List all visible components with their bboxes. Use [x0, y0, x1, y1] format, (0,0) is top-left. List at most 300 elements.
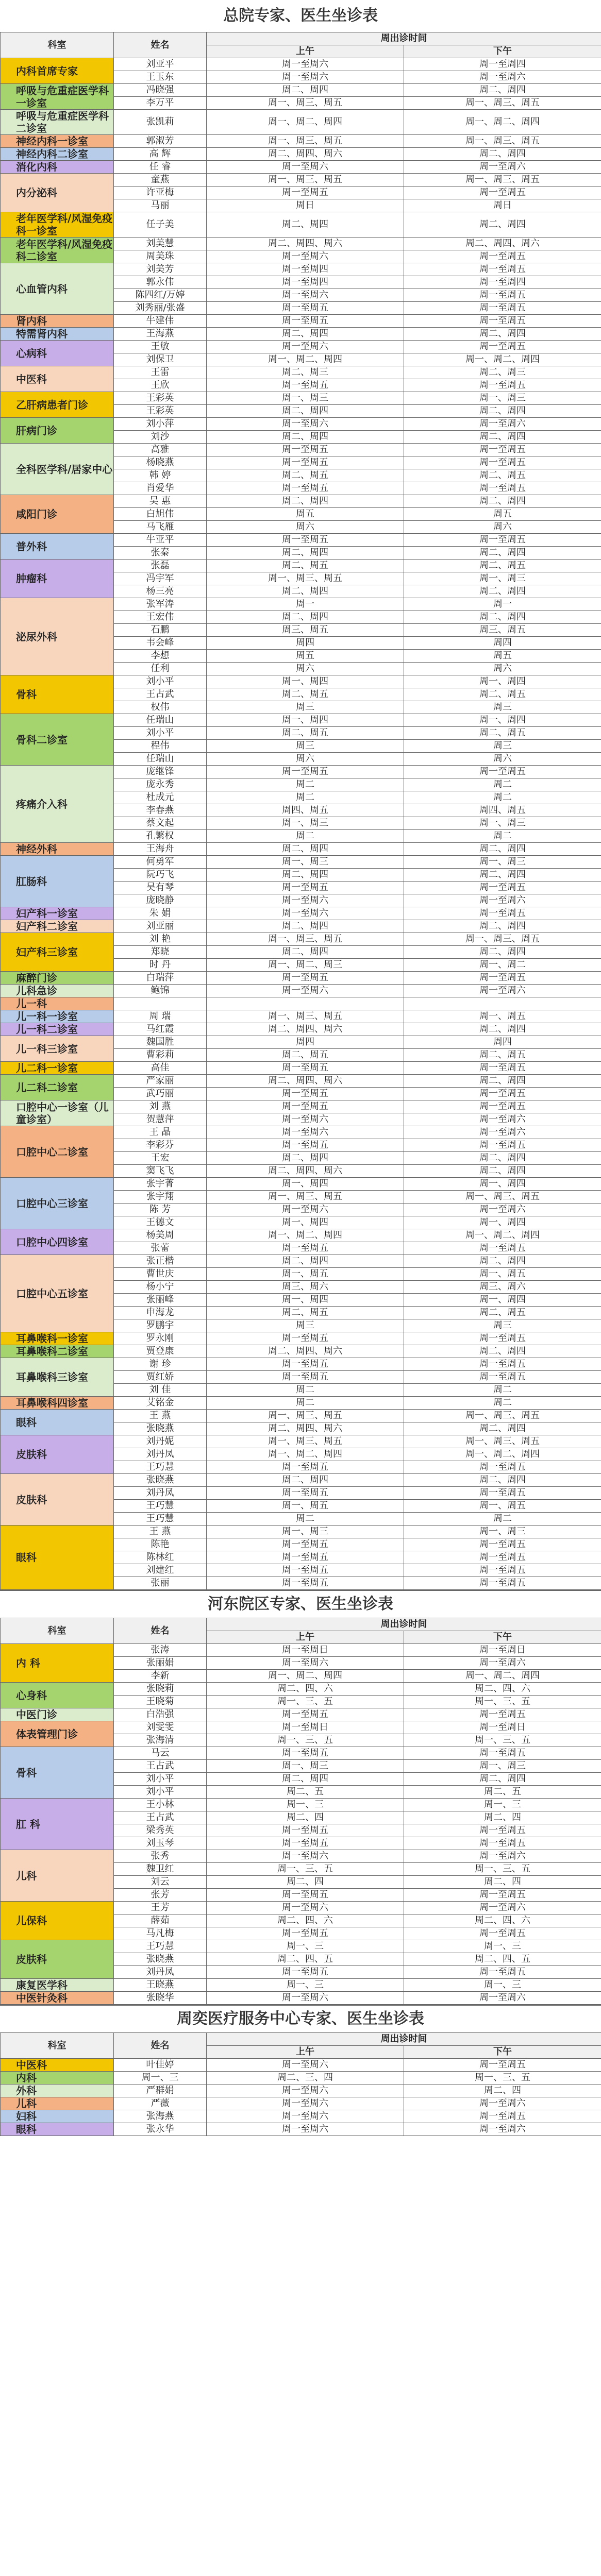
am-cell: 周一、周五 [207, 1268, 404, 1281]
pm-cell: 周一至周五 [404, 1242, 601, 1255]
dept-cell: 中医科 [1, 366, 114, 392]
am-cell: 周一、三 [207, 1979, 404, 1992]
am-cell: 周一至周五 [207, 1747, 404, 1760]
pm-cell: 周二 [404, 778, 601, 791]
name-cell: 李万平 [114, 97, 207, 110]
name-cell: 陈林红 [114, 1551, 207, 1564]
am-cell: 周一至周五 [207, 379, 404, 392]
pm-cell: 周二、周四 [404, 148, 601, 161]
am-cell: 周一、周三 [207, 1760, 404, 1773]
am-cell: 周三、周五 [207, 624, 404, 637]
pm-cell: 周二、周四 [404, 431, 601, 444]
dept-cell: 儿一科三诊室 [1, 1036, 114, 1062]
table-row [1, 1397, 601, 1410]
pm-cell: 周二、四 [404, 1811, 601, 1824]
dept-cell: 肿瘤科 [1, 560, 114, 598]
dept-cell: 内分泌科 [1, 174, 114, 212]
am-cell: 周四、周五 [207, 804, 404, 817]
table-row [1, 1023, 601, 1036]
name-cell: 王占武 [114, 1760, 207, 1773]
am-cell: 周一至周日 [207, 1644, 404, 1657]
pm-cell: 周一、周四 [404, 1216, 601, 1229]
pm-cell: 周一至周五 [404, 1564, 601, 1577]
name-cell: 刘建红 [114, 1564, 207, 1577]
dept-cell: 心血管内科 [1, 263, 114, 315]
am-cell: 周二、周四 [207, 1152, 404, 1165]
table-row [1, 997, 601, 1010]
am-cell: 周一至周五 [207, 456, 404, 469]
table-row [1, 1255, 601, 1268]
name-cell: 王 晶 [114, 1126, 207, 1139]
name-cell: 王彩英 [114, 405, 207, 418]
am-cell: 周二 [207, 778, 404, 791]
am-cell: 周二、周五 [207, 1307, 404, 1319]
am-cell: 周日 [207, 199, 404, 212]
name-cell: 肖爱华 [114, 482, 207, 495]
pm-cell: 周二、周五 [404, 469, 601, 482]
name-cell: 任 睿 [114, 161, 207, 174]
dept-cell: 妇产科一诊室 [1, 907, 114, 920]
dept-cell: 儿二科二诊室 [1, 1075, 114, 1100]
dept-cell: 口腔中心五诊室 [1, 1255, 114, 1332]
table-row [1, 920, 601, 933]
am-cell: 周二、周四 [207, 547, 404, 560]
pm-cell: 周一至周六 [404, 418, 601, 431]
name-cell: 刘丹妮 [114, 1435, 207, 1448]
table-row [1, 238, 601, 250]
name-cell: 任子美 [114, 212, 207, 238]
dept-cell: 老年医学科/风湿免疫科二诊室 [1, 238, 114, 263]
am-cell: 周一、三、五 [207, 1696, 404, 1708]
pm-cell: 周二、四、六 [404, 1914, 601, 1927]
name-cell: 张磊 [114, 560, 207, 572]
table-row [1, 1526, 601, 1538]
am-cell: 周一至周六 [207, 2123, 404, 2136]
pm-cell: 周一至周六 [404, 1850, 601, 1863]
pm-cell: 周一 [404, 598, 601, 611]
am-cell: 周一至周六 [207, 1113, 404, 1126]
table-row [1, 366, 601, 379]
name-cell: 魏国胜 [114, 1036, 207, 1049]
name-cell: 刘雯雯 [114, 1721, 207, 1734]
name-cell: 刘秀丽/张盛 [114, 302, 207, 315]
name-cell: 王雷 [114, 366, 207, 379]
name-cell: 马云 [114, 1747, 207, 1760]
pm-cell: 周二、周五 [404, 688, 601, 701]
name-cell: 罗永刚 [114, 1332, 207, 1345]
am-cell: 周一、周二、周四 [207, 353, 404, 366]
pm-cell: 周一至周五 [404, 1487, 601, 1500]
pm-cell: 周一、周三、周五 [404, 1435, 601, 1448]
dept-cell: 消化内科 [1, 161, 114, 174]
pm-cell: 周二、周四 [404, 84, 601, 97]
zhoumi-am-header: 上午 [207, 2046, 404, 2059]
am-cell: 周五 [207, 508, 404, 521]
am-cell: 周二 [207, 830, 404, 843]
pm-cell: 周一至周六 [404, 2123, 601, 2136]
dept-cell: 咸阳门诊 [1, 495, 114, 534]
am-cell: 周一至周五 [207, 1564, 404, 1577]
table-row [1, 58, 601, 71]
main-schedule-table [0, 32, 601, 1590]
pm-cell: 周一、周三、周五 [404, 135, 601, 148]
pm-cell: 周一至周五 [404, 1551, 601, 1564]
name-cell: 权伟 [114, 701, 207, 714]
table-row [1, 1345, 601, 1358]
dept-cell: 妇产科二诊室 [1, 920, 114, 933]
name-cell: 曹彩莉 [114, 1049, 207, 1062]
am-cell: 周一至周五 [207, 766, 404, 778]
pm-cell: 周一至周五 [404, 482, 601, 495]
pm-cell: 周一至周五 [404, 1824, 601, 1837]
am-cell: 周二、周四、周六 [207, 1422, 404, 1435]
name-cell: 李彩芬 [114, 1139, 207, 1152]
am-cell: 周一、周二、周四 [207, 110, 404, 135]
name-header: 姓名 [114, 32, 207, 58]
pm-cell: 周一至周五 [404, 302, 601, 315]
pm-cell: 周二、周四 [404, 328, 601, 341]
pm-cell: 周二、周五 [404, 560, 601, 572]
table-row [1, 1075, 601, 1088]
pm-cell: 周一至周五 [404, 1747, 601, 1760]
am-cell: 周二、周四 [207, 212, 404, 238]
pm-cell: 周一、周四 [404, 714, 601, 727]
dept-cell: 骨科 [1, 675, 114, 714]
am-cell: 周一至周五 [207, 534, 404, 547]
pm-cell: 周二、周四 [404, 547, 601, 560]
name-cell: 梁秀英 [114, 1824, 207, 1837]
pm-cell: 周一至周五 [404, 1538, 601, 1551]
pm-cell: 周一至周五 [404, 534, 601, 547]
pm-cell: 周四 [404, 637, 601, 650]
name-cell: 郭永伟 [114, 276, 207, 289]
table-row [1, 907, 601, 920]
am-cell: 周一、周四 [207, 1178, 404, 1191]
name-cell: 刘 艳 [114, 933, 207, 946]
name-cell: 王巧慧 [114, 1461, 207, 1474]
pm-cell: 周二、周四 [404, 1023, 601, 1036]
pm-cell: 周三、周五 [404, 624, 601, 637]
pm-cell: 周一至周六 [404, 1113, 601, 1126]
table-row [1, 1435, 601, 1448]
am-cell: 周二、周四、周六 [207, 238, 404, 250]
name-cell: 庞永秀 [114, 778, 207, 791]
table-row [1, 212, 601, 238]
name-cell: 刘玉琴 [114, 1837, 207, 1850]
pm-cell: 周二、周五 [404, 1049, 601, 1062]
pm-cell: 周一、周二 [404, 959, 601, 972]
pm-cell: 周二、四 [404, 2084, 601, 2097]
table-row [1, 1979, 601, 1992]
pm-cell: 周二、周四 [404, 611, 601, 624]
am-cell: 周二、周四 [207, 405, 404, 418]
zhoumi-schedule-table [0, 2032, 601, 2136]
am-cell: 周一至周五 [207, 187, 404, 199]
am-cell: 周二、周五 [207, 688, 404, 701]
am-cell: 周三 [207, 701, 404, 714]
pm-cell: 周一、三、五 [404, 1734, 601, 1747]
pm-cell: 周一至周日 [404, 1644, 601, 1657]
table-row [1, 315, 601, 328]
name-cell: 王占武 [114, 688, 207, 701]
am-cell: 周二、五 [207, 1786, 404, 1799]
hedong-pm-header: 下午 [404, 1631, 601, 1644]
pm-cell: 周一、三 [404, 1940, 601, 1953]
name-cell: 张海清 [114, 1734, 207, 1747]
dept-cell: 儿科急诊 [1, 985, 114, 997]
name-cell: 陈 芳 [114, 1204, 207, 1216]
name-cell: 何勇军 [114, 856, 207, 869]
table-row [1, 1036, 601, 1049]
table-row [1, 2059, 601, 2072]
table-row [1, 1178, 601, 1191]
pm-cell: 周一、周五 [404, 1500, 601, 1513]
pm-cell: 周日 [404, 199, 601, 212]
pm-cell: 周一、三、五 [404, 2072, 601, 2084]
dept-cell: 皮肤科 [1, 1940, 114, 1979]
am-cell: 周二、周四 [207, 585, 404, 598]
am-cell: 周一、周三、周五 [207, 933, 404, 946]
table-row [1, 2123, 601, 2136]
dept-cell: 特需肾内科 [1, 328, 114, 341]
am-cell: 周三 [207, 1319, 404, 1332]
am-cell: 周二、周四 [207, 1474, 404, 1487]
pm-cell: 周二、周四 [404, 1773, 601, 1786]
am-cell: 周二 [207, 1384, 404, 1397]
table-row [1, 1410, 601, 1422]
dept-cell: 儿二科一诊室 [1, 1062, 114, 1075]
name-cell: 王晓燕 [114, 1979, 207, 1992]
am-cell: 周一至周六 [207, 289, 404, 302]
am-cell: 周二、周四 [207, 328, 404, 341]
am-cell: 周三、周六 [207, 1281, 404, 1294]
am-cell: 周一至周四 [207, 276, 404, 289]
pm-cell: 周一至周四 [404, 58, 601, 71]
am-cell: 周一至周五 [207, 972, 404, 985]
am-cell: 周一至周六 [207, 1657, 404, 1670]
am-cell: 周六 [207, 663, 404, 675]
table-row [1, 598, 601, 611]
name-cell: 张晓华 [114, 1992, 207, 2005]
pm-cell: 周一、三 [404, 1979, 601, 1992]
table-row [1, 1010, 601, 1023]
table-row [1, 444, 601, 456]
pm-cell: 周一、周二、周四 [404, 110, 601, 135]
hedong-title: 河东院区专家、医生坐诊表 [0, 1590, 601, 1618]
name-cell: 高雅 [114, 444, 207, 456]
am-cell: 周一至周五 [207, 1139, 404, 1152]
name-cell: 张晓莉 [114, 1683, 207, 1696]
zhoumi-schedule-body [1, 2059, 601, 2136]
am-cell: 周一、周三、周五 [207, 1410, 404, 1422]
am-cell: 周二、四 [207, 1876, 404, 1889]
table-row [1, 972, 601, 985]
name-cell: 张宇菁 [114, 1178, 207, 1191]
pm-cell: 周一至周五 [404, 882, 601, 894]
pm-cell: 周二、周四 [404, 946, 601, 959]
name-cell: 曹世庆 [114, 1268, 207, 1281]
name-cell: 谢 珍 [114, 1358, 207, 1371]
name-cell: 郑晓 [114, 946, 207, 959]
pm-cell: 周二、周五 [404, 1307, 601, 1319]
am-cell: 周一至周六 [207, 2097, 404, 2110]
table-row [1, 1126, 601, 1139]
name-cell: 严薇 [114, 2097, 207, 2110]
name-cell: 王巧慧 [114, 1500, 207, 1513]
table-row [1, 2084, 601, 2097]
name-cell: 罗鹏宇 [114, 1319, 207, 1332]
am-cell: 周一至周五 [207, 302, 404, 315]
pm-cell: 周一、周三、周五 [404, 1410, 601, 1422]
name-cell: 魏卫红 [114, 1863, 207, 1876]
table-row [1, 766, 601, 778]
am-cell: 周一、周三、周五 [207, 174, 404, 187]
name-cell: 白瑞萍 [114, 972, 207, 985]
pm-cell: 周二 [404, 1513, 601, 1526]
table-row [1, 1747, 601, 1760]
pm-cell: 周一至周日 [404, 1721, 601, 1734]
am-cell: 周二、周四、周六 [207, 1023, 404, 1036]
dept-cell: 口腔中心一诊室（儿童诊室） [1, 1100, 114, 1126]
name-cell: 王宏伟 [114, 611, 207, 624]
am-cell: 周一至周四 [207, 263, 404, 276]
pm-cell: 周一、三、五 [404, 1696, 601, 1708]
am-cell: 周一、周三、周五 [207, 1191, 404, 1204]
name-cell: 王玉东 [114, 71, 207, 84]
am-cell: 周一至周五 [207, 1538, 404, 1551]
name-cell: 韩 婷 [114, 469, 207, 482]
hedong-dept-header: 科室 [1, 1618, 114, 1644]
pm-cell: 周二、周四 [404, 495, 601, 508]
pm-cell: 周一至周五 [404, 2110, 601, 2123]
name-cell: 吴有琴 [114, 882, 207, 894]
pm-cell: 周六 [404, 663, 601, 675]
pm-cell: 周二 [404, 1397, 601, 1410]
name-cell: 王欣 [114, 379, 207, 392]
dept-cell: 肝病门诊 [1, 418, 114, 444]
table-row [1, 148, 601, 161]
pm-cell: 周二、周四 [404, 1075, 601, 1088]
pm-cell: 周一、周三、周五 [404, 933, 601, 946]
pm-cell: 周一至周五 [404, 456, 601, 469]
am-cell: 周二、四、五 [207, 1953, 404, 1966]
dept-cell: 儿科 [1, 1850, 114, 1902]
pm-cell: 周一至周五 [404, 972, 601, 985]
name-cell: 程伟 [114, 740, 207, 753]
pm-cell: 周一、周四 [404, 1294, 601, 1307]
name-cell: 白旭伟 [114, 508, 207, 521]
pm-cell: 周一至周五 [404, 1332, 601, 1345]
table-row [1, 1992, 601, 2005]
dept-cell: 耳鼻喉科二诊室 [1, 1345, 114, 1358]
name-cell: 刘小平 [114, 1773, 207, 1786]
am-cell: 周一、周三、周五 [207, 135, 404, 148]
am-cell: 周一至周六 [207, 2110, 404, 2123]
table-row [1, 534, 601, 547]
am-cell: 周一、周五 [207, 1500, 404, 1513]
table-row [1, 933, 601, 946]
am-cell: 周一至周六 [207, 985, 404, 997]
am-cell: 周二 [207, 791, 404, 804]
pm-cell: 周三 [404, 1319, 601, 1332]
pm-cell: 周一至周五 [404, 263, 601, 276]
table-row [1, 110, 601, 135]
dept-cell: 耳鼻喉科一诊室 [1, 1332, 114, 1345]
pm-cell: 周五 [404, 650, 601, 663]
name-cell: 张永华 [114, 2123, 207, 2136]
dept-cell: 眼科 [1, 1526, 114, 1590]
am-cell: 周一至周六 [207, 1902, 404, 1914]
name-cell: 陈艳 [114, 1538, 207, 1551]
pm-cell: 周一、周四 [404, 1178, 601, 1191]
name-cell: 严家丽 [114, 1075, 207, 1088]
name-cell: 艾铭金 [114, 1397, 207, 1410]
am-cell: 周一、周三、周五 [207, 1010, 404, 1023]
dept-cell: 神经内科一诊室 [1, 135, 114, 148]
am-cell: 周二、周五 [207, 1049, 404, 1062]
pm-cell: 周一、周三 [404, 572, 601, 585]
am-cell: 周二、周五 [207, 560, 404, 572]
name-cell: 杨小宁 [114, 1281, 207, 1294]
pm-cell: 周一、周三 [404, 1526, 601, 1538]
table-row [1, 174, 601, 187]
name-cell: 申海龙 [114, 1307, 207, 1319]
hedong-schedule-body [1, 1644, 601, 2005]
am-cell: 周二、周四 [207, 611, 404, 624]
pm-cell: 周四 [404, 1036, 601, 1049]
name-cell: 李春燕 [114, 804, 207, 817]
am-cell: 周一至周五 [207, 315, 404, 328]
am-cell: 周一至周六 [207, 1126, 404, 1139]
dept-cell: 中医针灸科 [1, 1992, 114, 2005]
dept-cell: 外科 [1, 2084, 114, 2097]
dept-cell: 心病科 [1, 341, 114, 366]
am-cell: 周六 [207, 521, 404, 534]
pm-cell: 周二、周四 [404, 1152, 601, 1165]
am-cell: 周二、周四、周六 [207, 1165, 404, 1178]
am-cell: 周一至周六 [207, 2084, 404, 2097]
table-row [1, 1940, 601, 1953]
table-row [1, 135, 601, 148]
name-cell: 郭淑芳 [114, 135, 207, 148]
name-cell: 贾登康 [114, 1345, 207, 1358]
name-cell: 吴 惠 [114, 495, 207, 508]
am-cell: 周二、周五 [207, 727, 404, 740]
dept-cell: 心身科 [1, 1683, 114, 1708]
name-cell: 阮巧飞 [114, 869, 207, 882]
pm-cell: 周二、周四 [404, 843, 601, 856]
am-cell: 周一至周五 [207, 1889, 404, 1902]
pm-cell: 周一至周六 [404, 985, 601, 997]
pm-cell: 周二、周四 [404, 1422, 601, 1435]
table-row [1, 2097, 601, 2110]
am-cell: 周二、周四 [207, 495, 404, 508]
table-row [1, 856, 601, 869]
table-row [1, 1683, 601, 1696]
am-cell: 周二、周三 [207, 366, 404, 379]
name-cell: 周一、三 [114, 2072, 207, 2084]
pm-cell: 周一、周四 [404, 675, 601, 688]
dept-cell: 老年医学科/风湿免疫科一诊室 [1, 212, 114, 238]
name-cell: 李想 [114, 650, 207, 663]
name-cell: 朱 娟 [114, 907, 207, 920]
dept-cell: 口腔中心三诊室 [1, 1178, 114, 1229]
pm-cell: 周一至周六 [404, 2097, 601, 2110]
pm-cell: 周一至周六 [404, 1126, 601, 1139]
am-cell: 周一至周五 [207, 1837, 404, 1850]
dept-cell: 呼吸与危重症医学科二诊室 [1, 110, 114, 135]
am-cell: 周一、周二、周四 [207, 1229, 404, 1242]
